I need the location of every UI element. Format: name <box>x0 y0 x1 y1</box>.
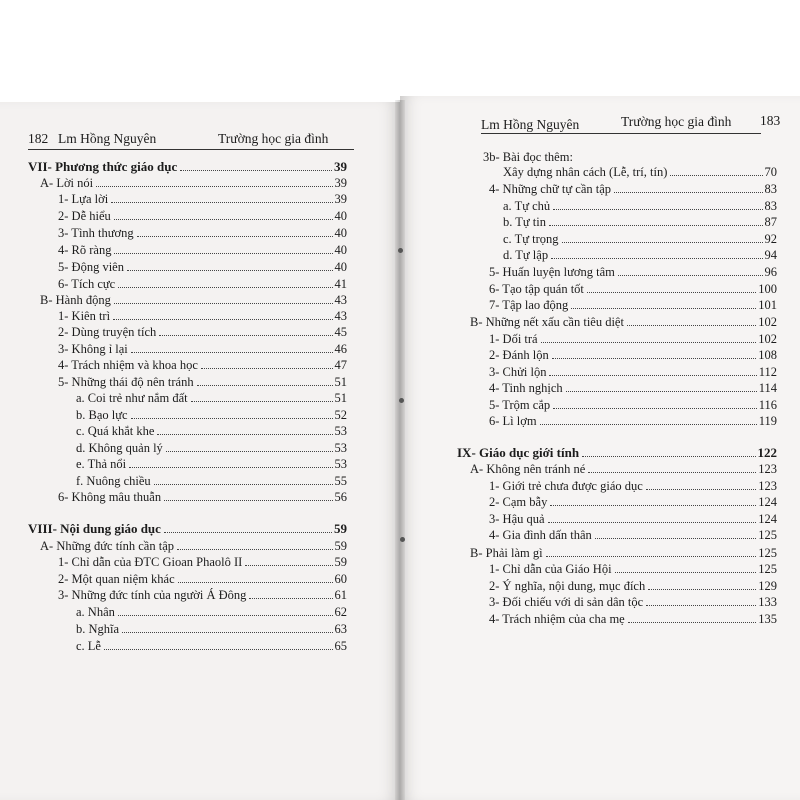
dot-leader <box>546 556 757 557</box>
dot-leader <box>541 342 757 343</box>
dot-leader <box>646 605 756 606</box>
toc-entry-label: c. Tự trọng <box>503 232 559 246</box>
toc-row <box>58 341 347 357</box>
toc-row <box>58 225 347 241</box>
toc-entry-label: d. Tự lập <box>503 248 549 262</box>
toc-entry-label: 2- Đánh lộn <box>489 348 549 362</box>
toc-row <box>489 364 777 380</box>
dot-leader <box>154 484 333 485</box>
toc-entry-label: b. Tự tin <box>503 215 547 229</box>
toc-row <box>76 440 347 456</box>
toc-page-number: 41 <box>334 277 347 291</box>
toc-row <box>489 297 777 313</box>
toc-page-number: 46 <box>334 342 347 356</box>
toc-entry-label: 4- Tinh nghịch <box>489 381 563 395</box>
toc-row <box>489 264 777 280</box>
dot-leader <box>118 287 332 288</box>
dot-leader <box>137 236 333 237</box>
book-gutter <box>395 100 405 800</box>
toc-row <box>489 347 777 363</box>
toc-page-number: 102 <box>758 315 777 329</box>
toc-entry-label: d. Không quản lý <box>76 441 163 455</box>
dot-leader <box>114 219 333 220</box>
toc-row <box>470 314 777 330</box>
toc-page-number: 125 <box>758 546 777 560</box>
dot-leader <box>164 532 332 533</box>
dot-leader <box>178 582 333 583</box>
toc-page-number: 59 <box>334 539 347 553</box>
toc-page-number: 45 <box>334 325 347 339</box>
toc-row <box>489 181 777 197</box>
toc-entry-label: 1- Chỉ dẫn của Giáo Hội <box>489 562 612 576</box>
toc-row <box>483 149 573 165</box>
toc-entry-label: 4- Những chữ tự cần tập <box>489 182 612 196</box>
toc-row <box>58 374 347 390</box>
toc-chapter-row <box>457 445 777 461</box>
toc-page-number: 124 <box>758 512 777 526</box>
toc-entry-label: A- Những đức tính cần tập <box>40 539 175 553</box>
toc-row <box>58 324 347 340</box>
toc-row <box>489 380 777 396</box>
toc-page-number: 51 <box>334 375 347 389</box>
toc-entry-label: 5- Huấn luyện lương tâm <box>489 265 615 279</box>
toc-row <box>503 164 777 180</box>
toc-page-number: 63 <box>334 622 347 636</box>
toc-row <box>58 554 347 570</box>
toc-entry-label: b. Bạo lực <box>76 408 128 422</box>
dot-leader <box>549 375 756 376</box>
toc-page-number: 65 <box>334 639 347 653</box>
toc-row <box>489 397 777 413</box>
toc-page-number: 40 <box>334 260 347 274</box>
toc-entry-label: a. Coi trẻ như nắm đất <box>76 391 188 405</box>
dot-leader <box>129 467 332 468</box>
toc-row <box>58 259 347 275</box>
dot-leader <box>96 186 332 187</box>
toc-page-number: 100 <box>758 282 777 296</box>
toc-page-number: 51 <box>334 391 347 405</box>
dot-leader <box>552 358 757 359</box>
toc-row <box>58 308 347 324</box>
toc-row <box>470 461 777 477</box>
toc-entry-label: A- Không nên tránh né <box>470 462 586 476</box>
toc-row <box>489 413 777 429</box>
binding-stitch <box>400 537 405 542</box>
dot-leader <box>587 292 756 293</box>
toc-page-number: 53 <box>334 441 347 455</box>
toc-entry-label: 4- Gia đình dấn thân <box>489 528 592 542</box>
toc-page-number: 40 <box>334 209 347 223</box>
toc-row <box>58 191 347 207</box>
toc-page-number: 53 <box>334 424 347 438</box>
toc-row <box>503 214 777 230</box>
dot-leader <box>595 538 756 539</box>
toc-entry-label: 2- Ý nghĩa, nội dung, mục đích <box>489 579 646 593</box>
toc-page-number: 87 <box>764 215 777 229</box>
dot-leader <box>553 408 757 409</box>
toc-entry-label: 3- Không ỉ lại <box>58 342 128 356</box>
toc-entry-label: 6- Tạo tập quán tốt <box>489 282 584 296</box>
toc-page-number: 94 <box>764 248 777 262</box>
toc-row <box>58 276 347 292</box>
toc-entry-label: 3b- Bài đọc thêm: <box>483 150 573 164</box>
dot-leader <box>197 385 333 386</box>
toc-entry-label: 5- Trộm cắp <box>489 398 551 412</box>
binding-stitch <box>398 248 403 253</box>
toc-page-number: 123 <box>758 479 777 493</box>
toc-entry-label: VIII- Nội dung giáo dục <box>28 521 161 536</box>
toc-entry-label: 6- Không mâu thuẫn <box>58 490 162 504</box>
toc-entry-label: 1- Kiên trì <box>58 309 111 323</box>
dot-leader <box>114 253 332 254</box>
dot-leader <box>157 434 332 435</box>
toc-page-number: 108 <box>758 348 777 362</box>
toc-entry-label: VII- Phương thức giáo dục <box>28 159 178 174</box>
toc-page-number: 125 <box>758 562 777 576</box>
toc-page-number: 43 <box>334 309 347 323</box>
toc-entry-label: Xây dựng nhân cách (Lễ, trí, tín) <box>503 165 668 179</box>
toc-row <box>58 357 347 373</box>
dot-leader <box>551 258 762 259</box>
right-header-author: Lm Hồng Nguyên <box>481 117 580 132</box>
toc-row <box>76 638 347 654</box>
toc-page-number: 122 <box>757 445 777 460</box>
dot-leader <box>249 598 332 599</box>
toc-row <box>76 621 347 637</box>
dot-leader <box>571 308 756 309</box>
left-header-title: Trường học gia đình <box>218 131 329 146</box>
toc-row <box>503 247 777 263</box>
dot-leader <box>582 456 755 457</box>
toc-row <box>489 527 777 543</box>
toc-entry-label: 4- Trách nhiệm và khoa học <box>58 358 198 372</box>
toc-row <box>58 571 347 587</box>
dot-leader <box>191 401 333 402</box>
toc-page-number: 40 <box>334 243 347 257</box>
dot-leader <box>131 418 333 419</box>
dot-leader <box>164 500 332 501</box>
dot-leader <box>618 275 763 276</box>
right-header-title: Trường học gia đình <box>621 114 732 129</box>
toc-page-number: 114 <box>758 381 777 395</box>
dot-leader <box>159 335 332 336</box>
toc-row <box>489 281 777 297</box>
dot-leader <box>114 303 333 304</box>
right-header-rule <box>481 133 761 134</box>
toc-entry-label: 3- Những đức tính của người Á Đông <box>58 588 247 602</box>
dot-leader <box>131 352 333 353</box>
toc-entry-label: 2- Một quan niệm khác <box>58 572 175 586</box>
toc-page-number: 47 <box>334 358 347 372</box>
toc-page-number: 92 <box>764 232 777 246</box>
toc-row <box>58 587 347 603</box>
dot-leader <box>550 505 756 506</box>
toc-page-number: 52 <box>334 408 347 422</box>
toc-page-number: 102 <box>758 332 777 346</box>
dot-leader <box>113 319 332 320</box>
toc-chapter-row <box>28 521 347 537</box>
toc-page-number: 83 <box>764 182 777 196</box>
toc-row <box>489 478 777 494</box>
dot-leader <box>201 368 333 369</box>
dot-leader <box>670 175 762 176</box>
toc-row <box>489 561 777 577</box>
toc-page-number: 101 <box>758 298 777 312</box>
toc-page-number: 70 <box>764 165 777 179</box>
toc-entry-label: 3- Đối chiếu với di sản dân tộc <box>489 595 644 609</box>
toc-row <box>489 611 777 627</box>
toc-row <box>489 494 777 510</box>
toc-row <box>76 604 347 620</box>
toc-row <box>58 208 347 224</box>
dot-leader <box>245 565 332 566</box>
toc-row <box>489 511 777 527</box>
dot-leader <box>540 424 757 425</box>
toc-entry-label: 1- Chỉ dẫn của ĐTC Gioan Phaolô II <box>58 555 243 569</box>
toc-row <box>40 175 347 191</box>
toc-page-number: 119 <box>758 414 777 428</box>
toc-entry-label: b. Nghĩa <box>76 622 120 636</box>
toc-page-number: 125 <box>758 528 777 542</box>
toc-page-number: 123 <box>758 462 777 476</box>
toc-page-number: 39 <box>334 176 347 190</box>
dot-leader <box>646 489 756 490</box>
toc-entry-label: 1- Dối trá <box>489 332 538 346</box>
dot-leader <box>118 615 333 616</box>
toc-entry-label: 5- Động viên <box>58 260 124 274</box>
toc-entry-label: c. Quá khắt khe <box>76 424 155 438</box>
toc-page-number: 53 <box>334 457 347 471</box>
toc-page-number: 60 <box>334 572 347 586</box>
right-page-number: 183 <box>760 113 781 128</box>
toc-entry-label: B- Hành động <box>40 293 111 307</box>
toc-entry-label: IX- Giáo dục giới tính <box>457 445 580 460</box>
toc-page-number: 59 <box>334 521 347 536</box>
left-header-author: Lm Hồng Nguyên <box>58 131 157 146</box>
toc-entry-label: 2- Dùng truyện tích <box>58 325 157 339</box>
toc-row <box>76 423 347 439</box>
toc-entry-label: 6- Lì lợm <box>489 414 537 428</box>
toc-entry-label: 3- Tình thương <box>58 226 134 240</box>
toc-entry-label: 3- Chửi lộn <box>489 365 547 379</box>
toc-row <box>58 489 347 505</box>
toc-row <box>58 242 347 258</box>
toc-page-number: 112 <box>758 365 777 379</box>
dot-leader <box>180 170 332 171</box>
toc-row <box>76 390 347 406</box>
left-header-rule <box>28 149 354 150</box>
toc-page-number: 116 <box>758 398 777 412</box>
toc-row <box>503 231 777 247</box>
dot-leader <box>648 589 756 590</box>
toc-page-number: 61 <box>334 588 347 602</box>
toc-entry-label: a. Nhân <box>76 605 115 619</box>
toc-entry-label: 4- Rõ ràng <box>58 243 112 257</box>
toc-entry-label: 1- Giới trẻ chưa được giáo dục <box>489 479 643 493</box>
toc-page-number: 39 <box>334 192 347 206</box>
toc-page-number: 62 <box>334 605 347 619</box>
toc-entry-label: B- Những nết xấu cần tiêu diệt <box>470 315 624 329</box>
dot-leader <box>627 325 756 326</box>
toc-page-number: 83 <box>764 199 777 213</box>
dot-leader <box>548 522 757 523</box>
dot-leader <box>127 270 333 271</box>
toc-page-number: 124 <box>758 495 777 509</box>
toc-page-number: 129 <box>758 579 777 593</box>
dot-leader <box>562 242 763 243</box>
left-page-number: 182 <box>28 131 49 146</box>
binding-stitch <box>399 398 404 403</box>
toc-row <box>503 198 777 214</box>
toc-entry-label: 7- Tập lao động <box>489 298 569 312</box>
toc-row <box>489 594 777 610</box>
toc-row <box>489 578 777 594</box>
toc-row <box>76 456 347 472</box>
dot-leader <box>122 632 332 633</box>
toc-row <box>40 538 347 554</box>
dot-leader <box>566 391 757 392</box>
dot-leader <box>614 192 762 193</box>
toc-entry-label: 3- Hậu quả <box>489 512 545 526</box>
dot-leader <box>166 451 333 452</box>
toc-row <box>76 407 347 423</box>
toc-page-number: 39 <box>334 159 347 174</box>
toc-entry-label: 1- Lựa lời <box>58 192 109 206</box>
toc-page-number: 96 <box>764 265 777 279</box>
toc-page-number: 55 <box>334 474 347 488</box>
dot-leader <box>628 622 757 623</box>
dot-leader <box>104 649 333 650</box>
dot-leader <box>553 209 762 210</box>
toc-entry-label: e. Thả nổi <box>76 457 127 471</box>
toc-entry-label: f. Nuông chiều <box>76 474 151 488</box>
toc-page-number: 56 <box>334 490 347 504</box>
toc-entry-label: 5- Những thái độ nên tránh <box>58 375 194 389</box>
toc-row <box>470 545 777 561</box>
toc-page-number: 133 <box>758 595 777 609</box>
toc-entry-label: 2- Cạm bẫy <box>489 495 548 509</box>
toc-entry-label: c. Lễ <box>76 639 101 653</box>
dot-leader <box>588 472 756 473</box>
toc-row <box>40 292 347 308</box>
dot-leader <box>615 572 757 573</box>
toc-page-number: 135 <box>758 612 777 626</box>
toc-entry-label: a. Tự chủ <box>503 199 551 213</box>
toc-page-number: 40 <box>334 226 347 240</box>
toc-entry-label: 4- Trách nhiệm của cha mẹ <box>489 612 625 626</box>
dot-leader <box>549 225 762 226</box>
toc-entry-label: 2- Dễ hiểu <box>58 209 111 223</box>
toc-row <box>76 473 347 489</box>
toc-row <box>489 331 777 347</box>
toc-chapter-row <box>28 159 347 175</box>
dot-leader <box>177 549 332 550</box>
toc-page-number: 43 <box>334 293 347 307</box>
dot-leader <box>111 202 332 203</box>
toc-page-number: 59 <box>334 555 347 569</box>
toc-entry-label: B- Phải làm gì <box>470 546 543 560</box>
toc-entry-label: 6- Tích cực <box>58 277 116 291</box>
toc-entry-label: A- Lời nói <box>40 176 94 190</box>
